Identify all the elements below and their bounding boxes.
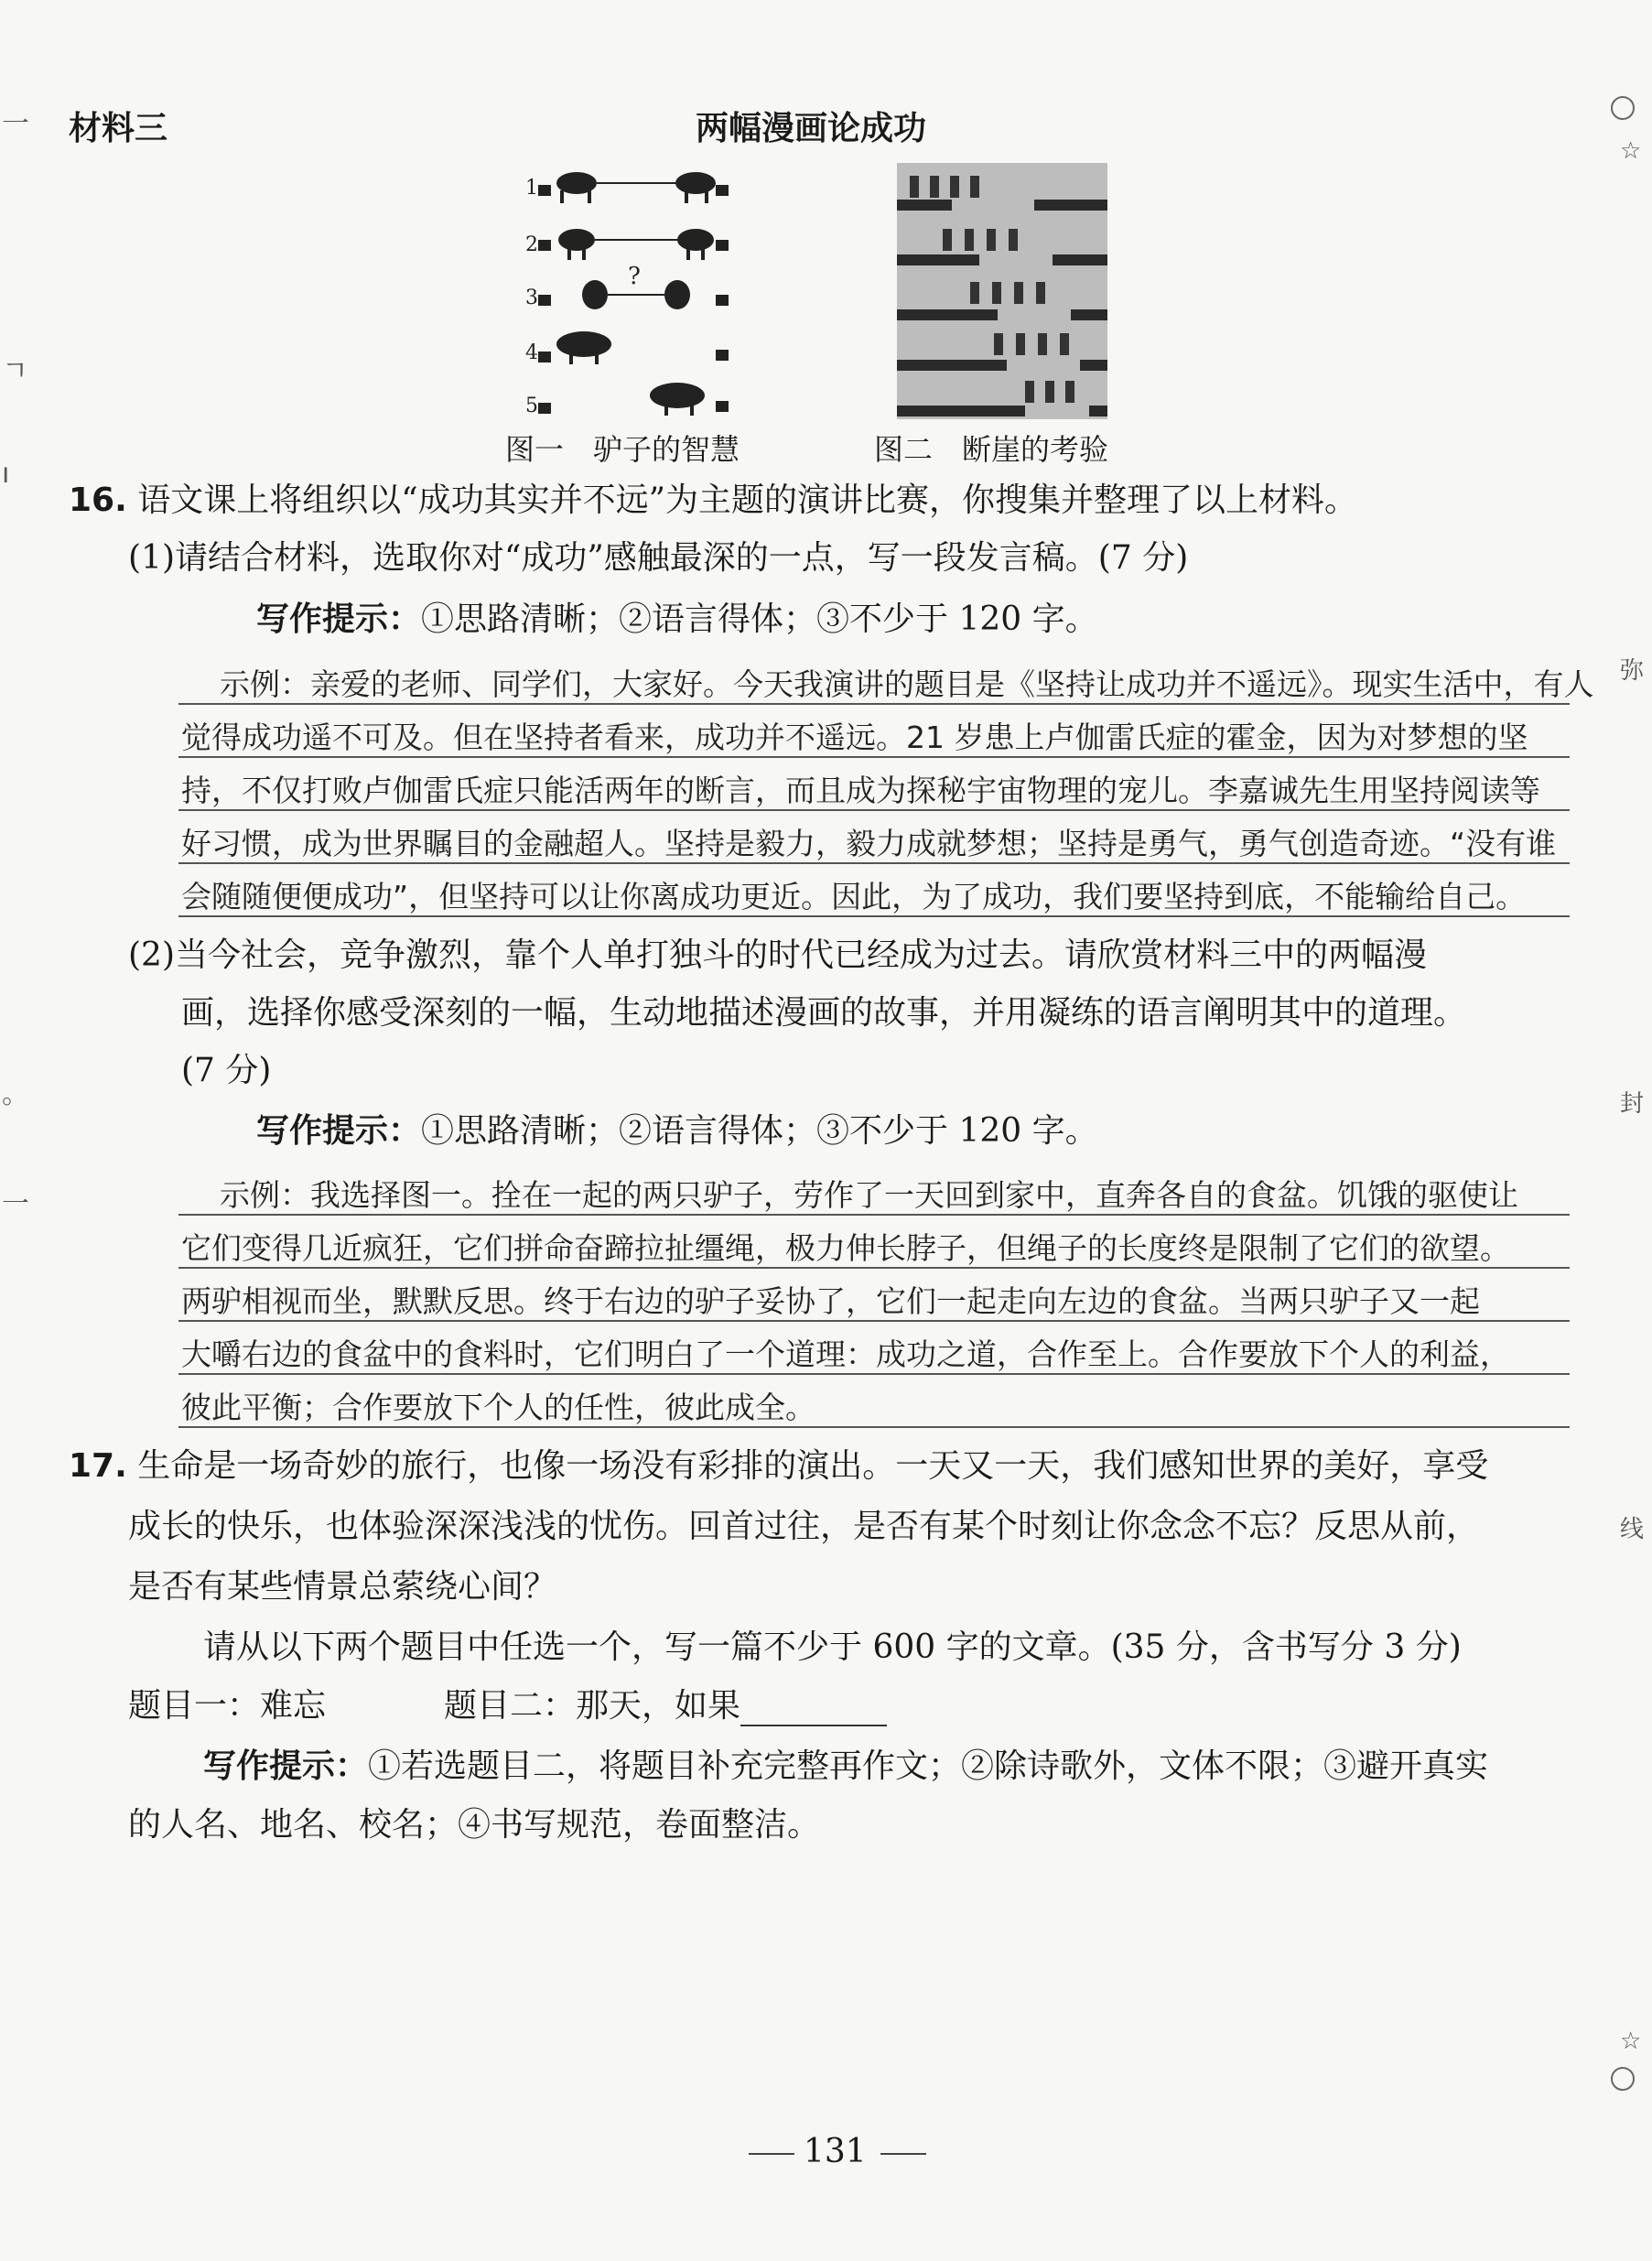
binding-circle-top	[1611, 96, 1635, 120]
figure-cliff	[897, 163, 1107, 419]
q17-topic2	[444, 1686, 887, 1726]
q16-part1-answer-line: 觉得成功遥不可及。但在坚持者看来，成功并不遥远。21 岁患上卢伽雷氏症的霍金，因为对梦想的坚	[181, 719, 1528, 755]
q16-part2-answer-line: 它们变得几近疯狂，它们拼命奋蹄拉扯缰绳，极力伸长脖子，但绳子的长度终是限制了它们的欲望。	[181, 1230, 1510, 1266]
material-label: 材料三	[69, 110, 168, 147]
q17-instruction: 请从以下两个题目中任选一个，写一篇不少于 600 字的文章。(35 分，含书写分 3 分)	[203, 1628, 1462, 1666]
food-bucket-icon	[716, 401, 729, 412]
q16-part2-prompt-line: (2)当今社会，竞争激烈，靠个人单打独斗的时代已经成为过去。请欣赏材料三中的两幅漫	[128, 936, 1427, 974]
hint-label: 写作提示：	[256, 1112, 422, 1150]
food-bucket-icon	[538, 240, 551, 251]
margin-mark: 一	[2, 1188, 29, 1220]
hint-text: ①思路清晰；②语言得体；③不少于 120 字。	[421, 1112, 1098, 1150]
hint-label: 写作提示：	[203, 1747, 369, 1785]
q17-stem: 生命是一场奇妙的旅行，也像一场没有彩排的演出。一天又一天，我们感知世界的美好，享受	[137, 1447, 1489, 1485]
food-bucket-icon	[716, 185, 729, 196]
figure2-caption: 图二 断崖的考验	[874, 432, 1109, 467]
q16-part1-answer-line: 会随随便便成功”，但坚持可以让你离成功更近。因此，为了成功，我们要坚持到底，不能输给自己。	[181, 879, 1527, 914]
donkey-icon	[664, 280, 690, 309]
q16-part1-hint	[256, 600, 1098, 640]
footer-dash	[880, 2153, 926, 2155]
fig1-number: 3	[525, 287, 538, 309]
hint-text: ①思路清晰；②语言得体；③不少于 120 字。	[421, 600, 1098, 638]
binding-label: 封	[1620, 1090, 1645, 1118]
binding-label: 线	[1620, 1516, 1645, 1543]
q16-stem-line	[69, 481, 1357, 521]
q17-hint-line: 的人名、地名、校名；④书写规范，卷面整洁。	[128, 1806, 821, 1844]
donkey-icon	[582, 280, 608, 309]
q16-part2-hint	[256, 1111, 1098, 1152]
margin-mark: 一	[2, 108, 29, 140]
margin-mark: ı	[2, 458, 10, 490]
food-bucket-icon	[716, 350, 729, 361]
question-mark: ?	[628, 263, 641, 290]
margin-mark: ㄱ	[2, 355, 28, 387]
donkey-icon	[650, 383, 705, 408]
donkey-icon	[675, 172, 716, 194]
food-bucket-icon	[538, 403, 551, 414]
fig1-number: 2	[525, 233, 538, 256]
hint-text: ①若选题目二，将题目补充完整再作文；②除诗歌外，文体不限；③避开真实	[368, 1747, 1489, 1785]
q17-topic2-text: 题目二：那天，如果	[444, 1687, 741, 1725]
q16-part1-answer-line: 好习惯，成为世界瞩目的金融超人。坚持是毅力，毅力成就梦想；坚持是勇气，勇气创造奇迹。“没有谁	[181, 826, 1557, 861]
binding-circle-bottom	[1611, 2067, 1635, 2091]
q16-part2-prompt-line: (7 分)	[181, 1052, 272, 1089]
binding-label: 弥	[1620, 657, 1645, 685]
food-bucket-icon	[716, 240, 729, 251]
figure-donkeys	[522, 156, 741, 421]
donkey-icon	[556, 331, 611, 357]
q16-part1-answer-line: 示例：亲爱的老师、同学们，大家好。今天我演讲的题目是《坚持让成功并不遥远》。现实生活中，有人	[220, 666, 1594, 702]
food-bucket-icon	[538, 352, 551, 362]
footer-dash	[749, 2153, 794, 2155]
hint-label: 写作提示：	[256, 600, 422, 638]
q16-part2-answer-line: 示例：我选择图一。拴在一起的两只驴子，劳作了一天回到家中，直奔各自的食盆。饥饿的驱使让	[220, 1177, 1518, 1213]
q16-stem: 语文课上将组织以“成功其实并不远”为主题的演讲比赛，你搜集并整理了以上材料。	[137, 481, 1358, 519]
q16-part2-answer-line: 彼此平衡；合作要放下个人的任性，彼此成全。	[181, 1390, 815, 1425]
q17-topic1: 题目一：难忘	[128, 1687, 327, 1725]
q17-number: 17.	[69, 1447, 127, 1485]
food-bucket-icon	[716, 295, 729, 306]
page-number: 131	[804, 2133, 867, 2170]
binding-star-icon: ☆	[1620, 2028, 1642, 2055]
binding-star-icon: ☆	[1620, 137, 1642, 165]
q16-number: 16.	[69, 481, 127, 519]
q16-part1-answer-line: 持，不仅打败卢伽雷氏症只能活两年的断言，而且成为探秘宇宙物理的宠儿。李嘉诚先生用坚持阅读等	[181, 773, 1540, 808]
food-bucket-icon	[538, 295, 551, 306]
food-bucket-icon	[538, 185, 551, 196]
q17-stem-line: 成长的快乐，也体验深深浅浅的忧伤。回首过往，是否有某个时刻让你念念不忘？反思从前，	[128, 1508, 1480, 1545]
q16-part2-answer-line: 大嚼右边的食盆中的食料时，它们明白了一个道理：成功之道，合作至上。合作要放下个人的利益，	[181, 1336, 1510, 1372]
page-title: 两幅漫画论成功	[696, 110, 927, 147]
q17-stem-line	[69, 1446, 1488, 1487]
fig1-number: 4	[525, 341, 538, 364]
q16-part2-answer-line: 两驴相视而坐，默默反思。终于右边的驴子妥协了，它们一起走向左边的食盆。当两只驴子又一起	[181, 1283, 1480, 1319]
donkey-icon	[677, 229, 714, 251]
q17-hint	[203, 1747, 1488, 1787]
margin-mark: 。	[2, 1078, 29, 1110]
fig1-number: 5	[525, 395, 538, 417]
figure1-caption: 图一 驴子的智慧	[505, 432, 740, 467]
q16-part2-prompt-line: 画，选择你感受深刻的一幅，生动地描述漫画的故事，并用凝练的语言阐明其中的道理。	[181, 994, 1467, 1032]
q17-stem-line: 是否有某些情景总萦绕心间？	[128, 1568, 557, 1606]
donkey-icon	[558, 229, 595, 251]
topic2-blank	[740, 1693, 887, 1726]
fig1-number: 1	[525, 177, 538, 200]
q16-part1-prompt: (1)请结合材料，选取你对“成功”感触最深的一点，写一段发言稿。(7 分)	[128, 539, 1189, 577]
